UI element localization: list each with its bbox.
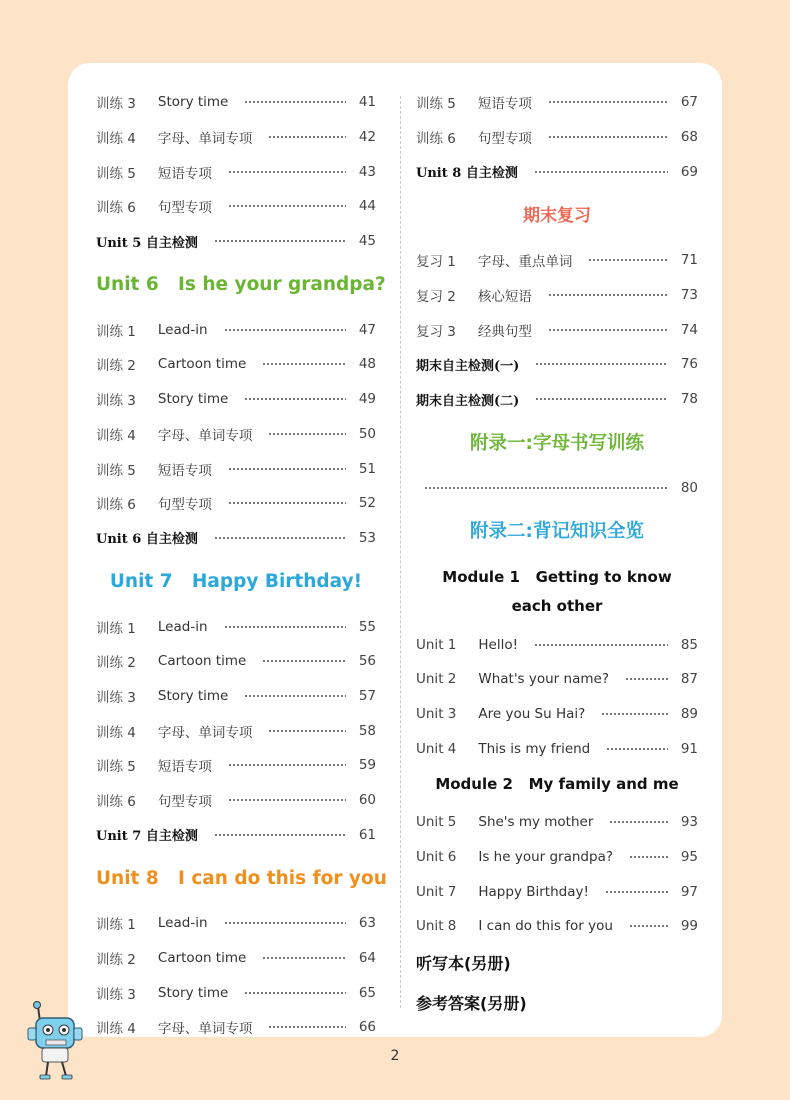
toc-row-label: 训练 4	[96, 1021, 136, 1038]
toc-page-number: 43	[358, 163, 376, 180]
leader-dots	[424, 487, 668, 489]
toc-page-number: 58	[358, 722, 376, 739]
toc-row[interactable]	[96, 644, 376, 679]
toc-page-number: 55	[358, 618, 376, 635]
toc-page-number: 44	[358, 198, 376, 215]
toc-row[interactable]	[96, 312, 376, 347]
toc-row[interactable]	[96, 347, 376, 382]
leader-dots	[214, 834, 346, 836]
toc-row-title: Lead-in	[157, 618, 208, 635]
toc-row[interactable]	[416, 874, 698, 909]
toc-row[interactable]	[416, 805, 698, 840]
leader-dots	[601, 713, 668, 715]
leader-dots	[535, 398, 668, 400]
toc-row[interactable]	[416, 278, 698, 313]
leader-dots	[214, 537, 346, 539]
toc-row[interactable]	[96, 783, 376, 818]
toc-page-number: 53	[358, 529, 376, 546]
toc-row-title: 经典句型	[477, 323, 532, 340]
toc-row-title: Story time	[157, 391, 229, 408]
leader-dots	[262, 957, 346, 959]
toc-test-row[interactable]	[416, 382, 698, 417]
leader-dots	[268, 433, 346, 435]
toc-page-number: 61	[358, 826, 376, 843]
page-number: 2	[390, 1048, 400, 1064]
toc-row-label: Unit 7	[416, 883, 457, 900]
leader-dots	[548, 136, 668, 138]
toc-row-title: Hello!	[478, 636, 519, 653]
leader-dots	[588, 259, 668, 261]
module-heading-line: each other	[511, 597, 603, 616]
leader-dots	[609, 821, 668, 823]
toc-page-number: 73	[680, 287, 698, 304]
toc-row-label: 训练 3	[96, 393, 136, 410]
toc-page-number: 67	[680, 94, 698, 111]
toc-page-number: 56	[358, 653, 376, 670]
toc-row-label: 复习 3	[416, 323, 456, 340]
leader-dots	[224, 329, 346, 331]
leader-dots	[244, 695, 346, 697]
toc-row-label: Unit 2	[416, 671, 457, 688]
toc-row-label: 训练 6	[96, 794, 136, 811]
toc-row[interactable]	[416, 697, 698, 732]
robot-mascot-icon	[26, 1000, 88, 1080]
toc-row-label: 训练 2	[96, 655, 136, 672]
toc-row-label: 训练 5	[96, 759, 136, 776]
toc-row-title: Story time	[157, 94, 229, 111]
module-heading	[416, 559, 698, 627]
toc-page-number: 41	[358, 94, 376, 111]
toc-row-label: Unit 8	[416, 918, 457, 935]
toc-row[interactable]	[96, 85, 376, 120]
toc-row-title: 字母、重点单词	[477, 254, 573, 271]
supplement-entry[interactable]: 参考答案(另册)	[416, 993, 527, 1013]
toc-page-number: 80	[680, 479, 698, 496]
toc-row-title: 短语专项	[157, 759, 212, 776]
leader-dots	[268, 730, 346, 732]
leader-dots	[534, 644, 668, 646]
toc-page-number: 60	[358, 792, 376, 809]
leader-dots	[548, 294, 668, 296]
toc-row[interactable]	[96, 154, 376, 189]
section-heading: Unit 8 I can do this for you	[96, 868, 387, 890]
leader-dots	[535, 363, 668, 365]
toc-test-row[interactable]	[416, 347, 698, 382]
leader-dots	[268, 136, 346, 138]
toc-row[interactable]	[96, 120, 376, 155]
leader-dots	[244, 101, 346, 103]
supplement-entry[interactable]: 听写本(另册)	[416, 953, 511, 973]
toc-row-label: 训练 4	[96, 724, 136, 741]
toc-row-title: This is my friend	[478, 740, 591, 757]
module-heading	[416, 766, 698, 805]
toc-row-title: 句型专项	[157, 794, 212, 811]
toc-row-label: 训练 6	[96, 497, 136, 514]
toc-row[interactable]	[416, 85, 698, 120]
leader-dots	[228, 764, 346, 766]
toc-row-label: Unit 3	[416, 705, 457, 722]
toc-row[interactable]	[416, 471, 698, 506]
toc-row-title: 字母、单词专项	[157, 427, 253, 444]
toc-page-number: 51	[358, 460, 376, 477]
toc-row-title: 短语专项	[157, 462, 212, 479]
toc-row-title: 字母、单词专项	[157, 1021, 253, 1038]
toc-row-title: She's my mother	[478, 814, 594, 831]
leader-dots	[625, 678, 668, 680]
toc-row-label: 训练 4	[96, 427, 136, 444]
leader-dots	[224, 922, 346, 924]
toc-row[interactable]	[96, 417, 376, 452]
toc-page-number: 87	[680, 671, 698, 688]
leader-dots	[244, 398, 346, 400]
toc-test-row[interactable]	[96, 521, 376, 556]
toc-row-label: 训练 3	[96, 986, 136, 1003]
toc-page-number: 48	[358, 356, 376, 373]
toc-row-label: 训练 3	[96, 96, 136, 113]
toc-page-number: 99	[680, 918, 698, 935]
toc-row-title: 句型专项	[157, 200, 212, 217]
toc-row-title: 短语专项	[157, 165, 212, 182]
toc-row-title: Cartoon time	[157, 356, 247, 373]
section-heading: 附录一:字母书写训练	[470, 432, 644, 454]
toc-page-number: 76	[680, 356, 698, 373]
toc-row[interactable]	[96, 189, 376, 224]
toc-page-number: 93	[680, 814, 698, 831]
toc-row-title: 短语专项	[477, 96, 532, 113]
toc-row-title: Is he your grandpa?	[478, 848, 614, 865]
toc-row-label: 训练 5	[96, 165, 136, 182]
toc-page-number: 49	[358, 391, 376, 408]
toc-row-title: I can do this for you	[478, 918, 613, 935]
section-heading: 附录二:背记知识全览	[470, 521, 644, 543]
toc-row-label: Unit 1	[416, 636, 457, 653]
leader-dots	[548, 101, 668, 103]
toc-row-title: Story time	[157, 984, 229, 1001]
toc-row-label: 训练 1	[96, 323, 136, 340]
toc-row-label: 训练 1	[96, 917, 136, 934]
toc-row[interactable]	[416, 627, 698, 662]
toc-page-number: 71	[680, 252, 698, 269]
toc-row-label: 复习 2	[416, 289, 456, 306]
toc-row-label: 训练 2	[96, 952, 136, 969]
leader-dots	[629, 925, 668, 927]
toc-page-number: 69	[680, 163, 698, 180]
toc-page-number: 64	[358, 950, 376, 967]
toc-page-number: 42	[358, 129, 376, 146]
toc-row-label: 训练 4	[96, 131, 136, 148]
toc-row-label: Unit 5	[416, 814, 457, 831]
leader-dots	[262, 660, 346, 662]
toc-row-title: Unit 7 自主检测	[96, 829, 198, 845]
toc-page-number: 63	[358, 915, 376, 932]
column-divider	[400, 96, 401, 1008]
toc-row-label: 复习 1	[416, 254, 456, 271]
section-heading: Unit 7 Happy Birthday!	[109, 571, 363, 593]
toc-row-title: Unit 5 自主检测	[96, 235, 198, 251]
toc-row-label: 训练 3	[96, 689, 136, 706]
right-column	[416, 85, 698, 1024]
toc-row[interactable]	[416, 909, 698, 944]
leader-dots	[244, 992, 346, 994]
toc-page-number: 50	[358, 425, 376, 442]
toc-row-title: 句型专项	[157, 497, 212, 514]
leader-dots	[262, 363, 346, 365]
toc-row-title: 核心短语	[477, 289, 532, 306]
toc-page-number: 85	[680, 636, 698, 653]
toc-page-number: 59	[358, 757, 376, 774]
toc-row-title: Lead-in	[157, 915, 208, 932]
toc-row-title: Unit 8 自主检测	[416, 166, 518, 182]
leader-dots	[228, 205, 346, 207]
toc-page-number: 68	[680, 129, 698, 146]
toc-row-label: 训练 5	[96, 462, 136, 479]
toc-page-number: 66	[358, 1019, 376, 1036]
toc-row-title: 期末自主检测(一)	[416, 358, 520, 374]
leader-dots	[548, 329, 668, 331]
toc-row[interactable]	[416, 243, 698, 278]
toc-test-row[interactable]	[96, 817, 376, 852]
toc-page-number: 65	[358, 984, 376, 1001]
toc-row-title: 期末自主检测(二)	[416, 393, 520, 409]
toc-row[interactable]	[96, 486, 376, 521]
toc-row-title: Cartoon time	[157, 653, 247, 670]
toc-row[interactable]	[96, 679, 376, 714]
leader-dots	[214, 240, 346, 242]
section-heading: Unit 6 Is he your grandpa?	[96, 274, 386, 296]
toc-row[interactable]	[416, 731, 698, 766]
toc-row-label: Unit 6	[416, 848, 457, 865]
toc-row-title: Lead-in	[157, 321, 208, 338]
toc-page-number: 91	[680, 740, 698, 757]
leader-dots	[606, 748, 668, 750]
toc-page-number: 47	[358, 321, 376, 338]
leader-dots	[629, 856, 668, 858]
module-heading-line: Module 2 My family and me	[435, 774, 679, 793]
leader-dots	[605, 891, 668, 893]
toc-row-title: Cartoon time	[157, 950, 247, 967]
leader-dots	[534, 171, 668, 173]
leader-dots	[268, 1026, 346, 1028]
toc-test-row[interactable]	[416, 154, 698, 189]
toc-row[interactable]	[96, 1010, 376, 1045]
toc-row-label: 训练 2	[96, 358, 136, 375]
toc-row-label: 训练 5	[416, 96, 456, 113]
module-heading-line: Module 1 Getting to know	[442, 568, 672, 587]
toc-row[interactable]	[96, 382, 376, 417]
toc-row[interactable]	[96, 748, 376, 783]
leader-dots	[228, 468, 346, 470]
toc-page-number: 45	[358, 233, 376, 250]
toc-row-title: 字母、单词专项	[157, 131, 253, 148]
leader-dots	[228, 171, 346, 173]
toc-row-label: 训练 6	[96, 200, 136, 217]
toc-row-label: Unit 4	[416, 740, 457, 757]
toc-row-title: Happy Birthday!	[478, 883, 589, 900]
toc-page-number: 78	[680, 391, 698, 408]
toc-row[interactable]	[96, 906, 376, 941]
toc-page-number: 97	[680, 883, 698, 900]
section-heading: 期末复习	[523, 206, 591, 227]
toc-row-label: 训练 1	[96, 620, 136, 637]
toc-row[interactable]	[96, 451, 376, 486]
leader-dots	[224, 626, 346, 628]
toc-row[interactable]	[416, 662, 698, 697]
toc-page-number: 57	[358, 687, 376, 704]
toc-row[interactable]	[416, 840, 698, 875]
toc-page-number: 52	[358, 495, 376, 512]
toc-row[interactable]	[96, 713, 376, 748]
toc-page-number: 89	[680, 705, 698, 722]
leader-dots	[228, 502, 346, 504]
toc-page-number: 95	[680, 848, 698, 865]
toc-row-title: Story time	[157, 687, 229, 704]
left-column	[96, 85, 387, 1045]
toc-row-title: 字母、单词专项	[157, 724, 253, 741]
toc-row-title: Are you Su Hai?	[478, 705, 586, 722]
toc-row-label: 训练 6	[416, 131, 456, 148]
toc-row-title: Unit 6 自主检测	[96, 532, 198, 548]
toc-row-title: What's your name?	[478, 671, 609, 688]
toc-row-title: 句型专项	[477, 131, 532, 148]
toc-page-number: 74	[680, 321, 698, 338]
toc-row[interactable]	[416, 120, 698, 155]
leader-dots	[228, 799, 346, 801]
toc-row[interactable]	[96, 975, 376, 1010]
toc-row[interactable]	[416, 312, 698, 347]
toc-row[interactable]	[96, 609, 376, 644]
toc-test-row[interactable]	[96, 224, 376, 259]
toc-row[interactable]	[96, 941, 376, 976]
